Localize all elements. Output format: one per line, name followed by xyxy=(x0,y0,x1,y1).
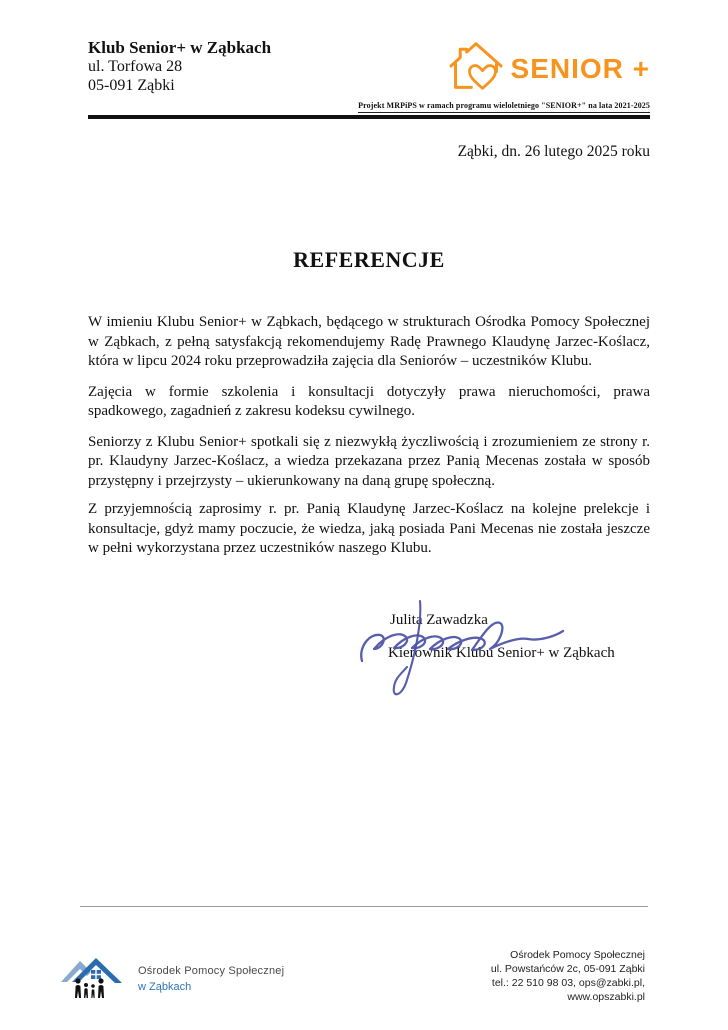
sender-address-city: 05-091 Ząbki xyxy=(88,77,175,94)
paragraph-1: W imieniu Klubu Senior+ w Ząbkach, będącego w strukturach Ośrodka Pomocy Społecznej w Ząbkach, z pełną satysfakcją rekomendujemy Radę Prawnego Klaudynę Jarzec-Koślacz, która w lipcu 2024 roku przeprowadziła zajęcia dla Seniorów – uczestników Klubu. xyxy=(88,314,650,369)
senior-plus-wordmark: SENIOR + xyxy=(510,52,650,84)
footer-ops-logo-block xyxy=(60,950,284,1007)
footer-contact-website: www.opszabki.pl xyxy=(567,991,645,1003)
sender-name: Klub Senior+ w Ząbkach xyxy=(88,38,272,57)
paragraph-2: Zajęcia w formie szkolenia i konsultacji dotyczyły prawa nieruchomości, prawa spadkowego, zagadnień z zakresu kodeksu cywilnego. xyxy=(88,383,650,419)
signatory-role: Kierownik Klubu Senior+ w Ząbkach xyxy=(388,644,615,661)
signatory-name: Julita Zawadzka xyxy=(390,611,488,628)
header-divider xyxy=(88,115,650,119)
footer-org-city: w Ząbkach xyxy=(138,980,192,993)
footer-contact-address: ul. Powstańców 2c, 05-091 Ząbki xyxy=(490,963,645,975)
date-line: Ząbki, dn. 26 lutego 2025 roku xyxy=(457,143,650,160)
footer-contact-phone-email: tel.: 22 510 98 03, ops@zabki.pl, xyxy=(491,977,645,989)
footer-org-name: Ośrodek Pomocy Społecznej xyxy=(138,964,285,977)
senior-plus-house-heart-icon xyxy=(447,40,505,97)
document-title: REFERENCJE xyxy=(293,247,445,272)
paragraph-4: Z przyjemnością zaprosimy r. pr. Panią Klaudynę Jarzec-Koślacz na kolejne prelekcje i konsultacje, gdyż mamy poczucie, że wiedza, jaką posiada Pani Mecenas nie została jeszcze w pełni wykorzystana przez uczestników naszego Klubu. xyxy=(88,501,650,556)
sender-block xyxy=(88,38,271,95)
footer-contact-block xyxy=(491,948,645,1004)
senior-plus-logo xyxy=(358,40,650,113)
footer-divider xyxy=(80,906,648,907)
footer-contact-org: Ośrodek Pomocy Społecznej xyxy=(510,949,645,961)
program-tagline: Projekt MRPiPS w ramach programu wieloletniego "SENIOR+" na lata 2021-2025 xyxy=(358,101,650,113)
letter-header xyxy=(88,38,650,113)
ops-house-family-icon xyxy=(60,950,126,1007)
signature-block xyxy=(388,611,648,663)
paragraph-3: Seniorzy z Klubu Senior+ spotkali się z niezwykłą życzliwością i zrozumieniem ze strony r. pr. Klaudyny Jarzec-Koślacz, a wiedza przekazana przez Panią Mecenas została w sposób przystępny i przejrzysty – ukierunkowany na daną grupę społeczną. xyxy=(88,433,650,489)
sender-address-street: ul. Torfowa 28 xyxy=(88,58,183,75)
